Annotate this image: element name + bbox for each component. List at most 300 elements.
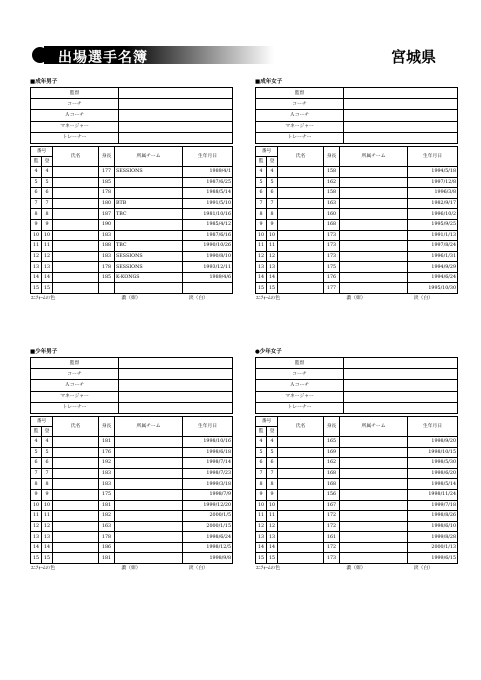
player-birthdate: 2000/1/15 xyxy=(183,521,233,532)
jersey-number: 9 xyxy=(256,489,267,500)
player-height: 172 xyxy=(324,542,340,553)
player-team xyxy=(340,230,408,241)
roster-number: 12 xyxy=(267,521,278,532)
roster-number: 8 xyxy=(267,209,278,220)
jersey-number: 14 xyxy=(256,542,267,553)
player-name xyxy=(278,219,324,230)
player-row xyxy=(31,177,233,188)
player-height: 185 xyxy=(99,272,115,283)
player-birthdate: 1996/10/2 xyxy=(408,209,458,220)
staff-name xyxy=(119,402,233,413)
player-team xyxy=(340,447,408,458)
player-row xyxy=(31,241,233,252)
ryo-header: 登 xyxy=(42,156,53,166)
roster-number: 7 xyxy=(42,468,53,479)
player-row xyxy=(31,209,233,220)
player-height: 176 xyxy=(99,447,115,458)
staff-row xyxy=(256,88,458,99)
section-title: ●少年女子 xyxy=(255,349,282,355)
jersey-number: 4 xyxy=(31,436,42,447)
player-row xyxy=(256,219,458,230)
name-header: 氏名 xyxy=(53,146,99,166)
jersey-number: 6 xyxy=(31,188,42,199)
player-height: 178 xyxy=(99,532,115,543)
staff-role: トレーナー xyxy=(256,132,344,143)
player-row xyxy=(31,532,233,543)
player-birthdate: 1998/7/14 xyxy=(183,458,233,469)
player-row xyxy=(256,542,458,553)
player-team xyxy=(340,532,408,543)
player-birthdate: 1998/6/24 xyxy=(183,532,233,543)
player-name xyxy=(53,262,99,273)
player-name xyxy=(278,553,324,564)
player-row xyxy=(31,489,233,500)
player-height: 168 xyxy=(324,479,340,490)
player-row xyxy=(256,241,458,252)
uniform-color-row xyxy=(30,294,232,303)
player-name xyxy=(53,532,99,543)
birth-header: 生年月日 xyxy=(408,416,458,436)
staff-name xyxy=(344,132,458,143)
staff-name xyxy=(119,110,233,121)
staff-row xyxy=(31,369,233,380)
player-row xyxy=(256,177,458,188)
player-height xyxy=(99,283,115,294)
player-row xyxy=(256,468,458,479)
roster-number: 9 xyxy=(42,489,53,500)
player-row xyxy=(31,436,233,447)
jersey-number: 6 xyxy=(256,188,267,199)
player-row xyxy=(31,521,233,532)
jersey-number: 5 xyxy=(256,447,267,458)
player-team xyxy=(340,521,408,532)
player-team: BTB xyxy=(115,198,183,209)
player-height: 161 xyxy=(324,532,340,543)
player-row xyxy=(256,272,458,283)
roster-number: 14 xyxy=(42,542,53,553)
staff-role: トレーナー xyxy=(31,402,119,413)
roster-number: 9 xyxy=(267,489,278,500)
player-birthdate: 1998/9/8 xyxy=(183,553,233,564)
player-birthdate: 1997/12/8 xyxy=(408,177,458,188)
player-row xyxy=(31,166,233,177)
roster-number: 13 xyxy=(42,532,53,543)
jersey-number: 9 xyxy=(256,219,267,230)
player-name xyxy=(278,241,324,252)
player-row xyxy=(31,272,233,283)
staff-role: コーチ xyxy=(31,99,119,110)
player-height: 192 xyxy=(99,458,115,469)
player-height: 188 xyxy=(99,241,115,252)
player-birthdate: 1998/10/15 xyxy=(408,447,458,458)
player-row xyxy=(256,251,458,262)
uniform-label: ﾕﾆﾌｫｰﾑの色 xyxy=(31,296,55,302)
player-table xyxy=(255,416,458,564)
player-row xyxy=(31,511,233,522)
roster-number: 14 xyxy=(267,272,278,283)
player-row xyxy=(31,188,233,199)
player-birthdate: 1988/5/14 xyxy=(183,188,233,199)
player-height: 173 xyxy=(324,251,340,262)
jersey-number: 10 xyxy=(256,500,267,511)
player-name xyxy=(278,468,324,479)
player-name xyxy=(53,209,99,220)
staff-name xyxy=(119,132,233,143)
uniform-light: 淡（白） xyxy=(188,566,208,572)
player-birthdate: 1982/9/17 xyxy=(408,198,458,209)
birth-header: 生年月日 xyxy=(183,416,233,436)
player-team xyxy=(115,479,183,490)
roster-number: 7 xyxy=(267,198,278,209)
player-birthdate: 2000/1/13 xyxy=(408,542,458,553)
player-birthdate: 1998/11/24 xyxy=(408,489,458,500)
number-header: 番号 xyxy=(256,416,278,426)
uniform-label: ﾕﾆﾌｫｰﾑの色 xyxy=(256,566,280,572)
player-team: SESSIONS xyxy=(115,262,183,273)
name-header: 氏名 xyxy=(278,416,324,436)
player-team xyxy=(115,468,183,479)
jersey-number: 12 xyxy=(31,251,42,262)
player-name xyxy=(278,436,324,447)
team-header: 所属チーム xyxy=(340,416,408,436)
player-height: 162 xyxy=(324,177,340,188)
staff-row xyxy=(31,391,233,402)
staff-name xyxy=(344,380,458,391)
jersey-number: 8 xyxy=(31,479,42,490)
player-team xyxy=(115,521,183,532)
player-height: 181 xyxy=(99,500,115,511)
player-birthdate: 1994/5/18 xyxy=(408,166,458,177)
staff-table xyxy=(255,357,458,414)
section-title: ■少年男子 xyxy=(30,349,58,355)
player-birthdate: 1998/12/5 xyxy=(183,542,233,553)
roster-number: 5 xyxy=(267,447,278,458)
jersey-number: 9 xyxy=(31,489,42,500)
roster-number: 15 xyxy=(42,553,53,564)
player-name xyxy=(278,458,324,469)
roster-number: 12 xyxy=(42,251,53,262)
roster-number: 7 xyxy=(267,468,278,479)
roster-number: 11 xyxy=(42,241,53,252)
player-team xyxy=(340,468,408,479)
player-birthdate: 1991/1/13 xyxy=(408,230,458,241)
player-team xyxy=(340,272,408,283)
roster-number: 13 xyxy=(267,532,278,543)
player-table xyxy=(30,416,233,564)
player-birthdate: 1998/8/26 xyxy=(408,511,458,522)
player-team xyxy=(340,479,408,490)
roster-number: 13 xyxy=(267,262,278,273)
player-row xyxy=(256,521,458,532)
jersey-number: 14 xyxy=(31,542,42,553)
player-row xyxy=(31,468,233,479)
player-birthdate: 1999/7/18 xyxy=(408,500,458,511)
staff-row xyxy=(31,380,233,391)
player-team xyxy=(340,553,408,564)
staff-row xyxy=(256,380,458,391)
roster-number: 11 xyxy=(267,511,278,522)
birth-header: 生年月日 xyxy=(408,146,458,166)
player-height: 183 xyxy=(99,468,115,479)
uniform-dark: 濃（紺） xyxy=(346,566,366,572)
roster-number: 9 xyxy=(267,219,278,230)
jersey-number: 4 xyxy=(256,166,267,177)
player-team xyxy=(115,230,183,241)
jersey-number: 7 xyxy=(256,468,267,479)
player-birthdate: 1998/6/10 xyxy=(408,521,458,532)
player-row xyxy=(256,553,458,564)
roster-number: 15 xyxy=(42,283,53,294)
player-team xyxy=(340,188,408,199)
player-height: 187 xyxy=(99,209,115,220)
jersey-number: 8 xyxy=(256,479,267,490)
jersey-number: 13 xyxy=(31,262,42,273)
roster-section xyxy=(30,348,232,573)
staff-name xyxy=(119,99,233,110)
jersey-number: 8 xyxy=(31,209,42,220)
player-height: 173 xyxy=(324,230,340,241)
staff-name xyxy=(344,121,458,132)
player-row xyxy=(256,166,458,177)
player-team xyxy=(115,283,183,294)
player-birthdate: 1993/12/11 xyxy=(183,262,233,273)
staff-name xyxy=(119,369,233,380)
player-name xyxy=(278,521,324,532)
roster-number: 4 xyxy=(267,436,278,447)
jersey-number: 12 xyxy=(256,251,267,262)
uniform-light: 淡（白） xyxy=(413,296,433,302)
jersey-number: 15 xyxy=(256,553,267,564)
player-row xyxy=(256,489,458,500)
player-name xyxy=(278,447,324,458)
staff-role: マネージャー xyxy=(256,391,344,402)
player-team xyxy=(340,489,408,500)
jersey-number: 5 xyxy=(256,177,267,188)
player-name xyxy=(278,209,324,220)
roster-number: 14 xyxy=(42,272,53,283)
jersey-number: 13 xyxy=(31,532,42,543)
header-row xyxy=(31,146,233,156)
player-name xyxy=(53,436,99,447)
name-header: 氏名 xyxy=(278,146,324,166)
jersey-number: 5 xyxy=(31,447,42,458)
player-height: 168 xyxy=(324,468,340,479)
staff-row xyxy=(256,358,458,369)
staff-role: マネージャー xyxy=(31,121,119,132)
player-height: 172 xyxy=(324,511,340,522)
staff-row xyxy=(256,402,458,413)
roster-number: 11 xyxy=(267,241,278,252)
player-height: 178 xyxy=(99,188,115,199)
roster-number: 13 xyxy=(42,262,53,273)
roster-number: 11 xyxy=(42,511,53,522)
roster-number: 5 xyxy=(42,177,53,188)
staff-role: マネージャー xyxy=(31,391,119,402)
player-row xyxy=(31,500,233,511)
player-name xyxy=(278,251,324,262)
player-birthdate: 1996/3/8 xyxy=(408,188,458,199)
player-height: 183 xyxy=(99,479,115,490)
height-header: 身長 xyxy=(324,416,340,436)
player-team xyxy=(115,447,183,458)
jersey-number: 5 xyxy=(31,177,42,188)
staff-row xyxy=(31,99,233,110)
roster-number: 7 xyxy=(42,198,53,209)
player-name xyxy=(53,272,99,283)
player-birthdate: 1994/6/24 xyxy=(408,272,458,283)
uniform-label: ﾕﾆﾌｫｰﾑの色 xyxy=(256,296,280,302)
staff-row xyxy=(31,132,233,143)
player-name xyxy=(53,241,99,252)
player-team xyxy=(115,219,183,230)
staff-table xyxy=(30,357,233,414)
player-birthdate: 1989/4/6 xyxy=(183,272,233,283)
player-name xyxy=(278,542,324,553)
player-row xyxy=(31,198,233,209)
roster-number: 5 xyxy=(267,177,278,188)
roster-number: 14 xyxy=(267,542,278,553)
roster-number: 6 xyxy=(42,188,53,199)
jersey-number: 12 xyxy=(31,521,42,532)
roster-number: 4 xyxy=(267,166,278,177)
kan-header: 監 xyxy=(256,156,267,166)
ryo-header: 登 xyxy=(267,156,278,166)
player-birthdate: 1991/5/10 xyxy=(183,198,233,209)
player-team xyxy=(340,177,408,188)
player-team: TBC xyxy=(115,241,183,252)
number-header: 番号 xyxy=(31,416,53,426)
player-birthdate: 1998/5/14 xyxy=(408,479,458,490)
uniform-label: ﾕﾆﾌｫｰﾑの色 xyxy=(31,566,55,572)
player-birthdate: 1990/8/10 xyxy=(183,251,233,262)
kan-header: 監 xyxy=(256,426,267,436)
jersey-number: 11 xyxy=(256,511,267,522)
player-row xyxy=(256,500,458,511)
player-row xyxy=(256,447,458,458)
header-row xyxy=(256,416,458,426)
player-team xyxy=(340,219,408,230)
player-birthdate: 1985/4/12 xyxy=(183,219,233,230)
player-team xyxy=(340,241,408,252)
staff-role: マネージャー xyxy=(256,121,344,132)
staff-name xyxy=(344,358,458,369)
player-team xyxy=(115,489,183,500)
player-name xyxy=(53,500,99,511)
player-name xyxy=(53,489,99,500)
staff-name xyxy=(119,88,233,99)
player-height: 173 xyxy=(324,553,340,564)
player-row xyxy=(256,283,458,294)
player-team xyxy=(340,542,408,553)
player-height: 177 xyxy=(99,166,115,177)
header-row xyxy=(256,146,458,156)
player-birthdate: 2000/1/5 xyxy=(183,511,233,522)
player-name xyxy=(278,479,324,490)
player-name xyxy=(53,458,99,469)
player-team xyxy=(340,283,408,294)
height-header: 身長 xyxy=(324,146,340,166)
jersey-number: 15 xyxy=(31,553,42,564)
player-name xyxy=(53,542,99,553)
player-row xyxy=(256,209,458,220)
uniform-dark: 濃（紺） xyxy=(121,566,141,572)
player-height: 172 xyxy=(324,521,340,532)
roster-number: 8 xyxy=(42,209,53,220)
player-height: 176 xyxy=(324,272,340,283)
roster-number: 15 xyxy=(267,283,278,294)
staff-name xyxy=(344,110,458,121)
staff-name xyxy=(344,391,458,402)
player-birthdate: 1999/6/15 xyxy=(408,553,458,564)
jersey-number: 15 xyxy=(256,283,267,294)
player-name xyxy=(278,230,324,241)
player-name xyxy=(53,468,99,479)
kan-header: 監 xyxy=(31,426,42,436)
player-name xyxy=(278,177,324,188)
roster-number: 10 xyxy=(267,230,278,241)
staff-role: コーチ xyxy=(31,369,119,380)
player-height: 181 xyxy=(99,436,115,447)
player-team xyxy=(115,458,183,469)
jersey-number: 7 xyxy=(31,198,42,209)
roster-number: 15 xyxy=(267,553,278,564)
staff-row xyxy=(31,110,233,121)
uniform-color-row xyxy=(255,564,457,573)
player-team xyxy=(115,500,183,511)
player-height: 186 xyxy=(99,542,115,553)
player-row xyxy=(31,219,233,230)
roster-number: 10 xyxy=(42,500,53,511)
section-title: ■成年女子 xyxy=(255,79,283,85)
player-row xyxy=(256,188,458,199)
player-name xyxy=(278,262,324,273)
player-row xyxy=(31,542,233,553)
player-birthdate: 1998/9/20 xyxy=(408,436,458,447)
player-row xyxy=(256,198,458,209)
jersey-number: 12 xyxy=(256,521,267,532)
player-name xyxy=(53,283,99,294)
staff-role: 監督 xyxy=(256,358,344,369)
staff-name xyxy=(119,391,233,402)
player-height: 163 xyxy=(99,521,115,532)
player-team: SESSIONS xyxy=(115,251,183,262)
staff-name xyxy=(344,369,458,380)
prefecture-name: 宮城県 xyxy=(390,48,436,66)
name-header: 氏名 xyxy=(53,416,99,436)
player-name xyxy=(53,251,99,262)
player-row xyxy=(31,283,233,294)
roster-number: 10 xyxy=(267,500,278,511)
player-name xyxy=(278,500,324,511)
jersey-number: 4 xyxy=(256,436,267,447)
page-title: 出場選手名簿 xyxy=(58,50,148,66)
player-height: 162 xyxy=(324,458,340,469)
player-name xyxy=(53,230,99,241)
staff-role: Ａコーチ xyxy=(256,110,344,121)
roster-number: 6 xyxy=(267,188,278,199)
roster-number: 8 xyxy=(42,479,53,490)
player-row xyxy=(31,458,233,469)
height-header: 身長 xyxy=(99,146,115,166)
player-height: 156 xyxy=(324,489,340,500)
jersey-number: 7 xyxy=(256,198,267,209)
player-birthdate: 1981/10/16 xyxy=(183,209,233,220)
section-title: ■成年男子 xyxy=(30,79,58,85)
player-birthdate: 1998/7/9 xyxy=(183,489,233,500)
player-birthdate: 1998/10/16 xyxy=(183,436,233,447)
roster-number: 6 xyxy=(267,458,278,469)
player-birthdate: 1994/9/29 xyxy=(408,262,458,273)
